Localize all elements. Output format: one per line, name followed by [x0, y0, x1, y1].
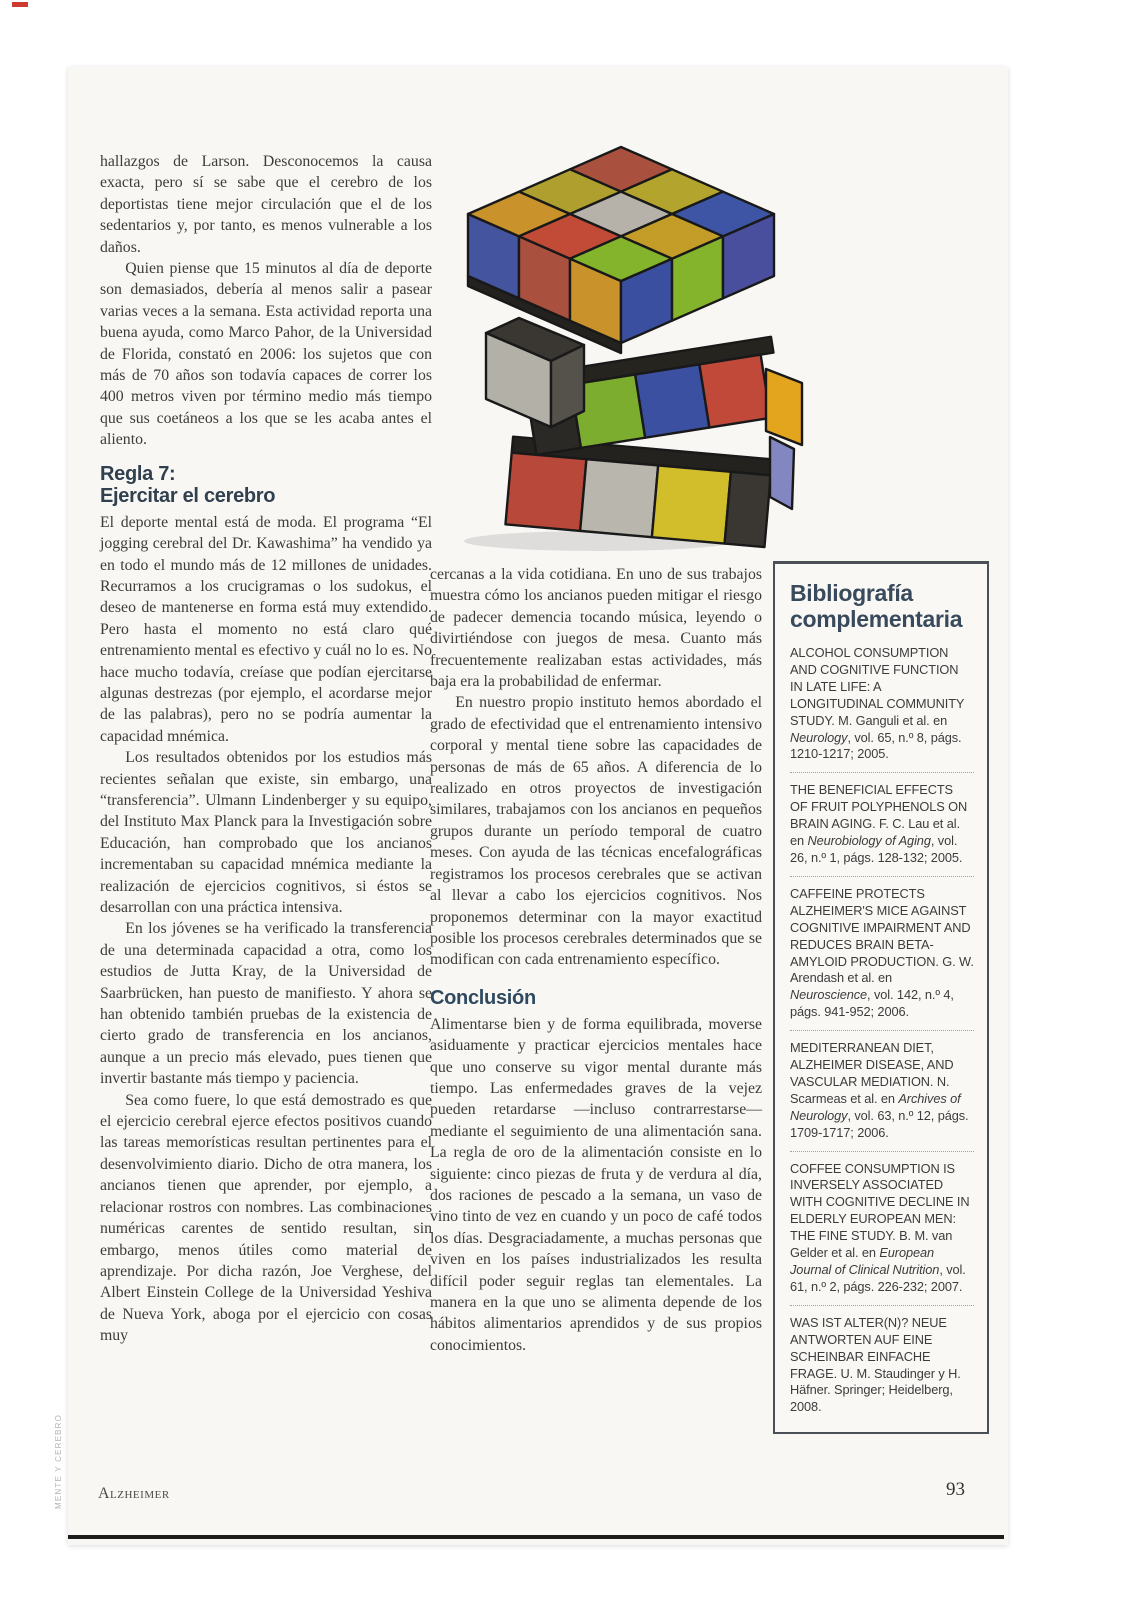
column-left [100, 151, 432, 1347]
bibliography-entries [790, 645, 974, 1416]
page [54, 67, 1008, 1545]
bibliography-entry: THE BENEFICIAL EFFECTS OF FRUIT POLYPHENOLS ON BRAIN AGING. F. C. Lau et al. en Neurobiology of Aging, vol. 26, n.º 1, págs. 128-132; 2005. [790, 772, 974, 867]
bibliography-entry: COFFEE CONSUMPTION IS INVERSELY ASSOCIATED WITH COGNITIVE DECLINE IN ELDERLY EUROPEAN MEN: THE FINE STUDY. B. M. van Gelder et al. en European Journal of Clinical Nutrition, vol. 61, n.º 2, págs. 226-232; 2007. [790, 1151, 974, 1296]
bibliography-entry: MEDITERRANEAN DIET, ALZHEIMER DISEASE, AND VASCULAR MEDIATION. N. Scarmeas et al. en Archives of Neurology, vol. 63, n.º 12, págs. 1709-1717; 2006. [790, 1030, 974, 1141]
paragraph: hallazgos de Larson. Desconocemos la causa exacta, pero sí se sabe que el cerebro de los deportistas tiene mejor circulación que el de los sedentarios y, por tanto, es menos vulnerable a los daños. [100, 153, 432, 256]
section-heading-conclusion: Conclusión [430, 986, 536, 1009]
paragraph: Quien piense que 15 minutos al día de deporte son demasiados, debería al menos salir a pasear varias veces a la semana. Esta actividad reporta una buena ayuda, como Marco Pahor, de la Universidad de Florida, constató en 2006: los sujetos que con más de 70 años son todavía capaces de correr los 400 metros viven por término medio más tiempo que sus coetáneos a los que se les acaba antes el aliento. [100, 260, 432, 449]
rubiks-cube-illustration [434, 137, 812, 555]
heading-line: Ejercitar el cerebro [100, 484, 276, 507]
column-right [430, 564, 762, 1356]
heading-line: Regla 7: [100, 462, 176, 485]
registration-mark [12, 2, 28, 7]
section-heading-regla7 [100, 463, 432, 507]
paragraph: En nuestro propio instituto hemos abordado el grado de efectividad que el entrenamiento intensivo corporal y mental tiene sobre las capacidades de personas de más de 65 años. A diferencia de lo realizado en otros proyectos de investigación similares, trabajamos con los ancianos en pequeños grupos durante un período temporal de cuatro meses. Con ayuda de las técnicas encefalográficas registramos los procesos cerebrales que se activan al llevar a cabo los ejercicios cognitivos. Nos proponemos determinar con la mayor exactitud posible los procesos cerebrales determinados que se modifican con cada entrenamiento específico. [430, 694, 762, 969]
paragraph: Sea como fuere, lo que está demostrado es que el ejercicio cerebral ejerce efectos positivos cuando las tareas memorísticas resultan pertinentes para el desenvolvimiento diario. Dicho de otra manera, los ancianos tienen que aprender, por ejemplo, a relacionar rostros con nombres. Las combinaciones numéricas carentes de sentido resultan, sin embargo, menos útiles como material de aprendizaje. Por dicha razón, Joe Verghese, del Albert Einstein College de la Universidad Yeshiva de Nueva York, aboga por el ejercicio con cosas muy [100, 1091, 432, 1345]
paragraph: Alimentarse bien y de forma equilibrada, moverse asiduamente y practicar ejercicios mentales hace que uno conserve su vigor mental durante más tiempo. Las enfermedades graves de la vejez pueden retardarse —incluso contrarrestarse— mediante el seguimiento de una alimentación sana. La regla de oro de la alimentación consiste en lo siguiente: cinco piezas de fruta y de verdura al día, dos raciones de pescado a la semana, un vaso de vino tinto de vez en cuando y un poco de café todos los días. Desgraciadamente, a muchas personas que viven en los países industrializados les resulta difícil poder seguir reglas tan elementales. La manera en la que uno se alimenta depende de los hábitos alimentarios aprendidos y de sus propios conocimientos. [430, 1015, 762, 1354]
paragraph: cercanas a la vida cotidiana. En uno de sus trabajos muestra cómo los ancianos pueden mitigar el riesgo de padecer demencia tocando música, leyendo o divirtiéndose con juegos de mesa. Cuanto más frecuentemente realizaban estas actividades, más baja era la probabilidad de enfermar. [430, 566, 762, 691]
paragraph: Los resultados obtenidos por los estudios más recientes señalan que existe, sin embargo, una “transferencia”. Ulmann Lindenberger y su equipo, del Instituto Max Planck para la Investigación sobre Educación, han comprobado que los ancianos incrementaban su capacidad mnémica mediante la realización de ejercicios cognitivos, si éstos se desarrollan con una práctica intensiva. [100, 749, 432, 916]
bibliography-title: Bibliografía complementaria [790, 580, 963, 632]
bibliography-box [773, 561, 989, 1434]
spine-label: MENTE Y CEREBRO [54, 1413, 63, 1509]
footer-rule [68, 1535, 1004, 1539]
page-number: 93 [946, 1479, 965, 1500]
bibliography-entry: ALCOHOL CONSUMPTION AND COGNITIVE FUNCTION IN LATE LIFE: A LONGITUDINAL COMMUNITY STUDY. M. Ganguli et al. en Neurology, vol. 65, n.º 8, págs. 1210-1217; 2005. [790, 645, 965, 762]
bibliography-entry: CAFFEINE PROTECTS ALZHEIMER'S MICE AGAINST COGNITIVE IMPAIRMENT AND REDUCES BRAIN BETA-AMYLOID PRODUCTION. G. W. Arendash et al. en Neuroscience, vol. 142, n.º 4, págs. 941-952; 2006. [790, 876, 974, 1021]
paragraph: El deporte mental está de moda. El programa “El jogging cerebral del Dr. Kawashima” ha vendido ya en todo el mundo más de 12 millones de unidades. Recurramos a los crucigramas o los sudokus, el deseo de mantenerse en forma está muy extendido. Pero hasta el momento no está claro qué entrenamiento mental es efectivo y cuál no lo es. No hace mucho todavía, creíase que podían ejercitarse algunas destrezas (por ejemplo, el acordarse mejor de las palabras), pero no se podría aumentar la capacidad mnémica. [100, 513, 432, 745]
footer-journal-label: Alzheimer [98, 1485, 170, 1502]
paragraph: En los jóvenes se ha verificado la transferencia de una determinada capacidad a otra, como los estudios de Jutta Kray, de la Universidad de Saarbrücken, han puesto de manifiesto. Y ahora se han obtenido también pruebas de la existencia de cierto grado de transferencia en los ancianos, aunque a un precio más elevado, pues tienen que invertir bastante más tiempo y paciencia. [100, 920, 432, 1088]
bibliography-entry: WAS IST ALTER(N)? NEUE ANTWORTEN AUF EINE SCHEINBAR EINFACHE FRAGE. U. M. Staudinger y H. Häfner. Springer; Heidelberg, 2008. [790, 1305, 974, 1416]
